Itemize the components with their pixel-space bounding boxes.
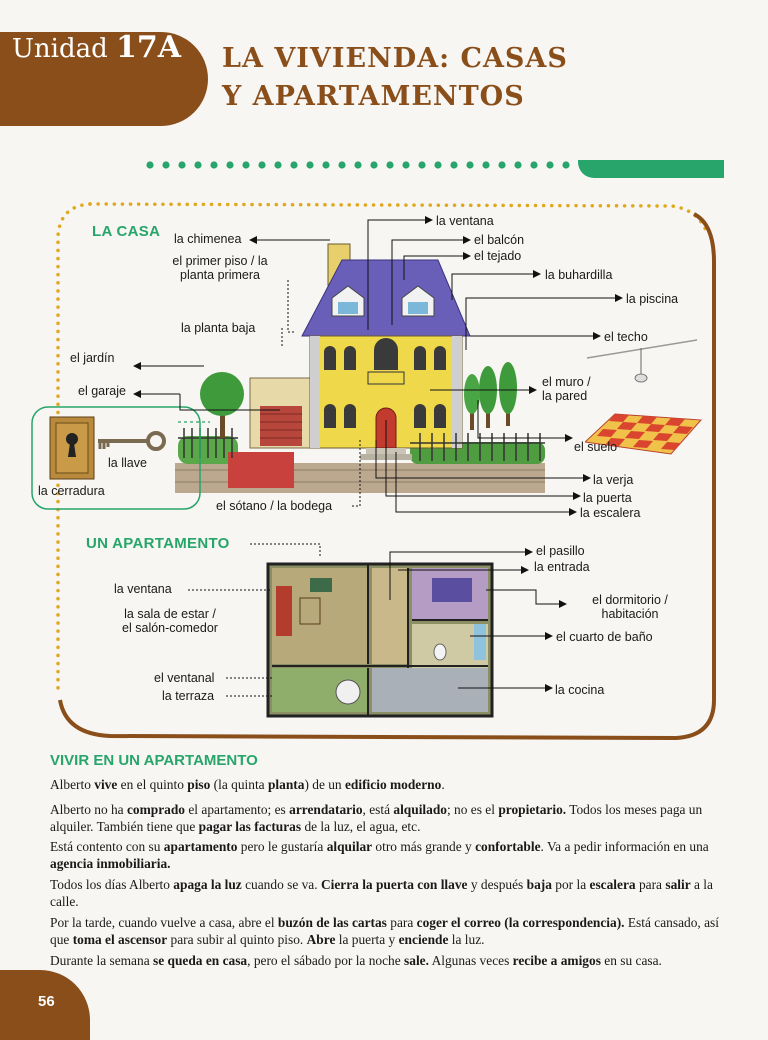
- paragraph-segment: ; no es el: [446, 802, 499, 817]
- paragraph-segment: Está contento con su: [50, 839, 164, 854]
- label-dormitorio-line2: habitación: [601, 607, 659, 621]
- label-sala: [110, 607, 230, 635]
- paragraph-segment: recibe a amigos: [512, 953, 601, 968]
- paragraph-segment: cuando se va.: [241, 877, 321, 892]
- paragraph-segment: sale.: [404, 953, 429, 968]
- paragraph-segment: apaga la luz: [173, 877, 242, 892]
- paragraph-segment: vive: [94, 777, 118, 792]
- paragraph-segment: confortable: [475, 839, 541, 854]
- paragraph-segment: salir: [665, 877, 691, 892]
- paragraph-segment: Algunas veces: [428, 953, 513, 968]
- label-entrada: la entrada: [534, 560, 590, 574]
- paragraph-segment: , pero el sábado por la noche: [247, 953, 405, 968]
- apartamento-heading: UN APARTAMENTO: [86, 535, 230, 552]
- paragraph-segment: coger el correo (la correspondencia).: [416, 915, 625, 930]
- paragraph-segment: arrendatario: [289, 802, 363, 817]
- label-suelo: el suelo: [574, 440, 618, 454]
- label-garaje: el garaje: [78, 384, 126, 398]
- paragraph-6: [50, 952, 720, 969]
- paragraph-segment: la puerta y: [335, 932, 399, 947]
- page-number: 56: [38, 993, 55, 1010]
- label-dormitorio-line1: el dormitorio /: [592, 593, 668, 607]
- label-ventanal: el ventanal: [154, 671, 215, 685]
- vivir-heading: VIVIR EN UN APARTAMENTO: [50, 752, 258, 769]
- paragraph-segment: otro más grande y: [372, 839, 476, 854]
- paragraph-segment: apartamento: [163, 839, 238, 854]
- paragraph-segment: toma el ascensor: [72, 932, 168, 947]
- label-balcon: el balcón: [474, 233, 525, 247]
- paragraph-segment: Alberto no ha: [50, 802, 127, 817]
- label-puerta: la puerta: [583, 491, 632, 505]
- paragraph-segment: de la luz, el agua, etc.: [301, 819, 421, 834]
- title-line-1: LA VIVIENDA: CASAS: [222, 43, 568, 74]
- title-line-2: Y APARTAMENTOS: [222, 81, 525, 112]
- label-primer-piso-line1: el primer piso / la: [172, 254, 268, 268]
- paragraph-segment: para: [386, 915, 417, 930]
- paragraph-segment: Todos los días Alberto: [50, 877, 174, 892]
- label-apt-ventana: la ventana: [114, 582, 172, 596]
- paragraph-segment: pero le gustaría: [237, 839, 327, 854]
- paragraph-segment: Durante la semana: [50, 953, 153, 968]
- label-tejado: el tejado: [474, 249, 522, 263]
- paragraph-5: [50, 914, 720, 948]
- paragraph-segment: pagar las facturas: [198, 819, 302, 834]
- label-pasillo: el pasillo: [536, 544, 585, 558]
- label-jardin: el jardín: [70, 351, 115, 365]
- label-chimenea: la chimenea: [174, 232, 242, 246]
- paragraph-segment: planta: [267, 777, 305, 792]
- paragraph-segment: piso: [187, 777, 211, 792]
- paragraph-segment: comprado: [126, 802, 186, 817]
- paragraph-segment: Está cansado, así que: [50, 915, 719, 947]
- label-primer-piso-line2: planta primera: [180, 268, 260, 282]
- label-sotano: el sótano / la bodega: [216, 499, 333, 513]
- unit-word: Unidad: [12, 34, 108, 64]
- paragraph-segment: baja: [526, 877, 552, 892]
- label-muro-line1: el muro /: [542, 375, 591, 389]
- paragraph-segment: Cierra la puerta con llave: [320, 877, 468, 892]
- paragraph-segment: por la: [551, 877, 590, 892]
- paragraph-segment: para: [635, 877, 666, 892]
- paragraph-segment: enciende: [398, 932, 449, 947]
- label-dormitorio: [560, 593, 700, 621]
- label-primer-piso: [160, 254, 280, 282]
- label-sala-line2: el salón-comedor: [122, 621, 218, 635]
- label-cocina: la cocina: [555, 683, 605, 697]
- paragraph-segment: a la calle.: [50, 877, 713, 909]
- casa-heading: LA CASA: [92, 223, 161, 240]
- label-sala-line1: la sala de estar /: [124, 607, 216, 621]
- label-cerradura: la cerradura: [38, 484, 105, 498]
- paragraph-segment: Abre: [306, 932, 336, 947]
- paragraph-segment: escalera: [589, 877, 636, 892]
- paragraph-segment: en el quinto: [117, 777, 188, 792]
- label-piscina: la piscina: [626, 292, 679, 306]
- label-bano: el cuarto de baño: [556, 630, 653, 644]
- paragraph-segment: para subir al quinto piso.: [167, 932, 307, 947]
- paragraph-segment: se queda en casa: [153, 953, 248, 968]
- paragraph-segment: ) de un: [304, 777, 345, 792]
- paragraph-2: [50, 801, 720, 835]
- paragraph-segment: (la quinta: [210, 777, 268, 792]
- paragraph-segment: en su casa.: [600, 953, 662, 968]
- paragraph-segment: propietario.: [498, 802, 567, 817]
- paragraph-segment: . Va a pedir información en una: [540, 839, 709, 854]
- paragraph-segment: buzón de las cartas: [277, 915, 387, 930]
- paragraph-segment: agencia inmobiliaria.: [50, 856, 171, 871]
- label-verja: la verja: [593, 473, 634, 487]
- label-llave: la llave: [108, 456, 147, 470]
- paragraph-segment: Por la tarde, cuando vuelve a casa, abre el: [50, 915, 278, 930]
- paragraph-segment: el apartamento; es: [185, 802, 290, 817]
- paragraph-4: [50, 876, 720, 910]
- label-muro-line2: la pared: [542, 389, 588, 403]
- unit-number: 17A: [116, 30, 182, 65]
- label-planta-baja: la planta baja: [181, 321, 256, 335]
- paragraph-segment: la luz.: [448, 932, 485, 947]
- label-escalera: la escalera: [580, 506, 641, 520]
- paragraph-segment: Alberto: [50, 777, 95, 792]
- paragraph-1: [50, 776, 720, 793]
- paragraph-segment: y después: [467, 877, 527, 892]
- label-muro: [542, 375, 591, 403]
- paragraph-segment: Todos los meses paga un alquiler. También tiene que: [50, 802, 703, 834]
- label-buhardilla: la buhardilla: [545, 268, 613, 282]
- paragraph-segment: edificio moderno: [344, 777, 442, 792]
- paragraph-segment: alquilado: [393, 802, 447, 817]
- paragraph-segment: .: [441, 777, 445, 792]
- paragraph-segment: alquilar: [326, 839, 373, 854]
- label-techo: el techo: [604, 330, 648, 344]
- paragraph-3: [50, 838, 720, 872]
- label-ventana: la ventana: [436, 214, 494, 228]
- paragraph-segment: , está: [362, 802, 394, 817]
- label-terraza: la terraza: [162, 689, 215, 703]
